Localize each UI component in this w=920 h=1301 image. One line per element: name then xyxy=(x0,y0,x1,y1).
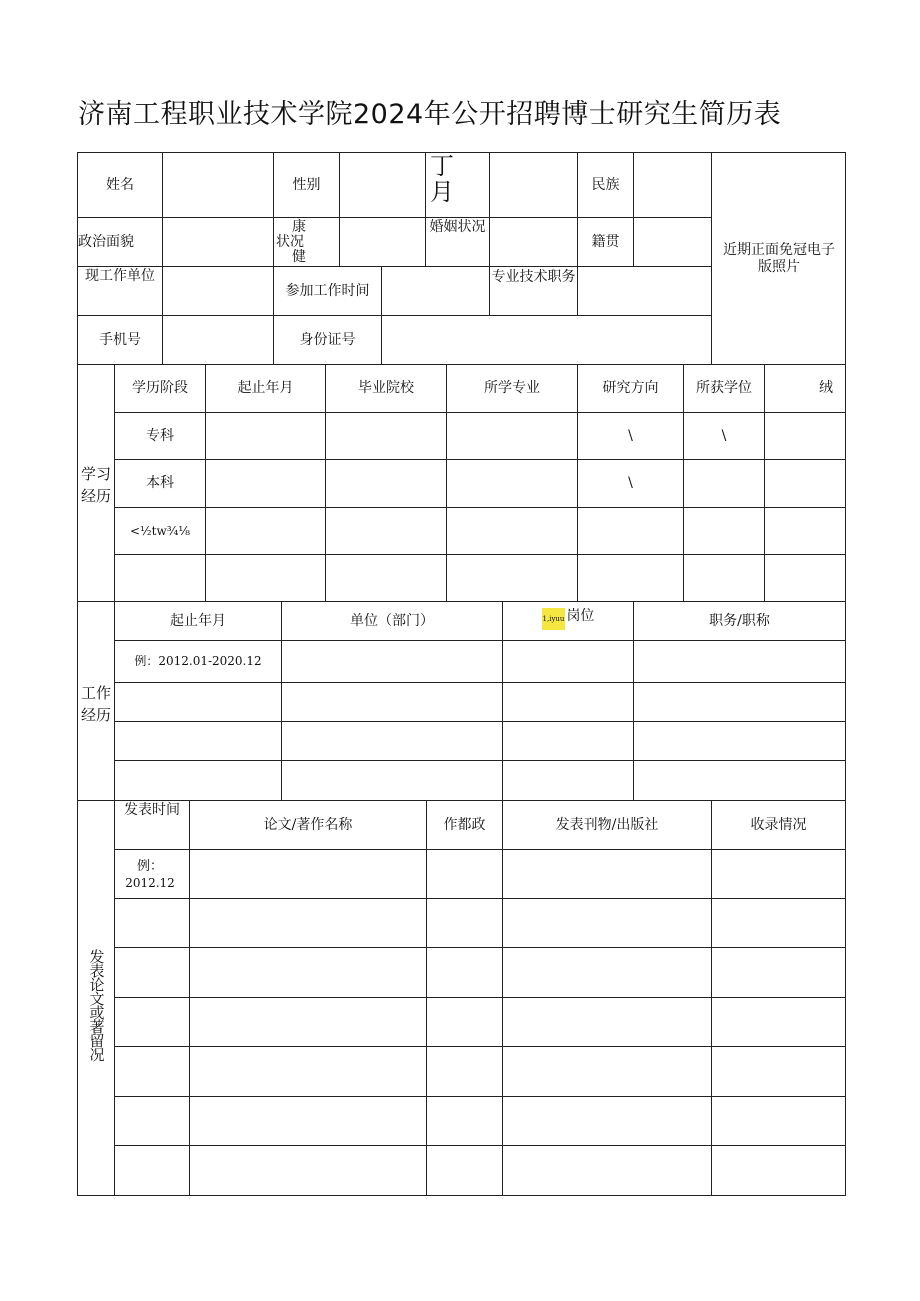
paper-row7-name[interactable] xyxy=(190,1146,426,1195)
paper-row1-journal[interactable] xyxy=(503,850,711,898)
edu-row4-period[interactable] xyxy=(206,555,325,601)
edu-row1-stage: 专科 xyxy=(146,427,174,444)
edu-header-degree: 所获学位 xyxy=(696,380,752,396)
paper-example-date: 2012.12 xyxy=(125,876,175,890)
edu-header-stage: 学历阶段 xyxy=(132,380,188,396)
paper-row2-index[interactable] xyxy=(712,899,845,947)
paper-header-journal: 发表刊物/出版社 xyxy=(555,816,659,833)
edu-row4-degree[interactable] xyxy=(684,555,764,601)
label-title-post: 专业技术职务 xyxy=(491,269,576,285)
mark-glyph xyxy=(426,153,460,209)
field-work-start[interactable] xyxy=(382,267,489,315)
page-title: 济南工程职业技术学院2024年公开招聘博士研究生简历表 xyxy=(78,99,782,130)
paper-row6-name[interactable] xyxy=(190,1097,426,1145)
photo-placeholder[interactable]: 近期正面免冠电子版照片 xyxy=(723,241,835,275)
edu-row2-extra[interactable] xyxy=(765,460,845,507)
mark-bottom: 月 xyxy=(430,178,454,206)
mark-top: 丁 xyxy=(430,152,454,180)
paper-header-author: 作都政 xyxy=(443,816,486,833)
paper-header-name: 论文/著作名称 xyxy=(263,816,353,833)
work-row3-title[interactable] xyxy=(634,722,845,760)
field-id-number[interactable] xyxy=(382,316,711,364)
paper-row5-author[interactable] xyxy=(427,1047,502,1096)
paper-row5-name[interactable] xyxy=(190,1047,426,1096)
paper-row3-date[interactable] xyxy=(115,948,189,997)
work-row2-period[interactable] xyxy=(115,683,281,721)
edu-header-school: 毕业院校 xyxy=(358,380,414,396)
paper-example xyxy=(115,858,185,898)
edu-header-extra: 绒 xyxy=(819,380,833,396)
label-name: 姓名 xyxy=(106,176,134,193)
paper-row1-index[interactable] xyxy=(712,850,845,898)
edu-row2-degree[interactable] xyxy=(684,460,764,507)
paper-row3-journal[interactable] xyxy=(503,948,711,997)
label-id-number: 身份证号 xyxy=(299,331,356,348)
paper-row6-index[interactable] xyxy=(712,1097,845,1145)
field-birth[interactable] xyxy=(490,153,577,217)
paper-row1-name[interactable] xyxy=(190,850,426,898)
edu-row1-period[interactable] xyxy=(206,413,325,459)
work-row2-post[interactable] xyxy=(503,683,633,721)
education-section-label: 学习经历 xyxy=(80,465,111,505)
edu-row4-direction[interactable] xyxy=(578,555,683,601)
paper-row3-index[interactable] xyxy=(712,948,845,997)
paper-row7-journal[interactable] xyxy=(503,1146,711,1195)
paper-row7-author[interactable] xyxy=(427,1146,502,1195)
edu-row4-school[interactable] xyxy=(326,555,446,601)
work-header-post-wrap xyxy=(503,608,633,640)
paper-row4-journal[interactable] xyxy=(503,998,711,1046)
edu-row3-direction[interactable] xyxy=(578,508,683,554)
work-row2-title[interactable] xyxy=(634,683,845,721)
paper-row4-name[interactable] xyxy=(190,998,426,1046)
paper-row2-journal[interactable] xyxy=(503,899,711,947)
edu-row2-stage: 本科 xyxy=(146,475,174,491)
paper-row4-author[interactable] xyxy=(427,998,502,1046)
field-name[interactable] xyxy=(163,153,273,217)
paper-row7-index[interactable] xyxy=(712,1146,845,1195)
paper-row1-author[interactable] xyxy=(427,850,502,898)
paper-header-date: 发表时间 xyxy=(124,802,180,818)
edu-row3-major[interactable] xyxy=(447,508,577,554)
edu-row1-degree[interactable]: \ xyxy=(721,427,727,444)
paper-example-label: 例： xyxy=(136,859,163,874)
paper-row3-author[interactable] xyxy=(427,948,502,997)
edu-row1-school[interactable] xyxy=(326,413,446,459)
label-workplace: 现工作单位 xyxy=(85,268,155,284)
work-header-unit: 单位（部门） xyxy=(350,612,434,629)
work-row4-period[interactable] xyxy=(115,761,281,800)
label-political: 政治面貌 xyxy=(78,233,134,250)
edu-row3-stage: <½tw¾⅛ xyxy=(129,523,191,538)
paper-row6-author[interactable] xyxy=(427,1097,502,1145)
work-header-post: 岗位 xyxy=(566,608,595,624)
frame-bottom xyxy=(77,1195,846,1196)
field-gender[interactable] xyxy=(340,153,425,217)
edu-row2-school[interactable] xyxy=(326,460,446,507)
field-workplace[interactable] xyxy=(163,267,273,315)
edu-row2-direction[interactable]: \ xyxy=(628,475,633,491)
paper-header-index: 收录情况 xyxy=(750,816,807,833)
edu-row3-extra[interactable] xyxy=(765,508,845,554)
work-row3-post[interactable] xyxy=(503,722,633,760)
paper-row3-name[interactable] xyxy=(190,948,426,997)
frame-right xyxy=(845,152,846,1196)
field-ethnicity[interactable] xyxy=(634,153,711,217)
field-health[interactable] xyxy=(340,218,425,266)
label-phone: 手机号 xyxy=(99,331,141,348)
edu-row1-direction[interactable]: \ xyxy=(628,427,633,444)
field-phone[interactable] xyxy=(163,316,273,364)
work-row1-title[interactable] xyxy=(634,641,845,682)
label-origin: 籍贯 xyxy=(591,233,620,250)
work-row3-period[interactable] xyxy=(115,722,281,760)
work-row1-period: 例：2012.01-2020.12 xyxy=(134,654,262,668)
label-health-1: 康 xyxy=(292,219,306,235)
field-origin[interactable] xyxy=(634,218,711,266)
edu-header-direction: 研究方向 xyxy=(602,380,659,396)
edu-row3-period[interactable] xyxy=(206,508,325,554)
paper-row2-date[interactable] xyxy=(115,899,189,947)
paper-row4-index[interactable] xyxy=(712,998,845,1046)
paper-row7-date[interactable] xyxy=(115,1146,189,1195)
edu-row4-major[interactable] xyxy=(447,555,577,601)
label-health-3: 健 xyxy=(292,249,306,265)
work-section-label: 工作经历 xyxy=(80,684,111,724)
work-row1-post[interactable] xyxy=(503,641,633,682)
paper-row4-date[interactable] xyxy=(115,998,189,1046)
edu-row4-stage[interactable] xyxy=(115,555,205,601)
work-row4-unit[interactable] xyxy=(282,761,502,800)
paper-row2-author[interactable] xyxy=(427,899,502,947)
edu-row1-major[interactable] xyxy=(447,413,577,459)
paper-row6-journal[interactable] xyxy=(503,1097,711,1145)
edu-row3-degree[interactable] xyxy=(684,508,764,554)
label-health xyxy=(276,219,339,266)
field-political[interactable] xyxy=(163,218,273,266)
label-ethnicity: 民族 xyxy=(591,176,620,193)
label-health-2: 状况 xyxy=(276,234,304,250)
field-marital[interactable] xyxy=(490,218,577,266)
paper-row5-date[interactable] xyxy=(115,1047,189,1096)
edu-row4-extra[interactable] xyxy=(765,555,845,601)
grid-line xyxy=(711,152,712,364)
paper-row6-date[interactable] xyxy=(115,1097,189,1145)
edu-row2-major[interactable] xyxy=(447,460,577,507)
work-header-period: 起止年月 xyxy=(170,612,226,629)
edu-row3-school[interactable] xyxy=(326,508,446,554)
work-row4-title[interactable] xyxy=(634,761,845,800)
paper-row5-journal[interactable] xyxy=(503,1047,711,1096)
edu-row2-period[interactable] xyxy=(206,460,325,507)
field-title-post[interactable] xyxy=(578,267,711,315)
work-row2-unit[interactable] xyxy=(282,683,502,721)
papers-section-label: 发表论文或著留况 xyxy=(87,949,106,1061)
paper-row2-name[interactable] xyxy=(190,899,426,947)
label-gender: 性别 xyxy=(292,176,321,193)
work-row4-post[interactable] xyxy=(503,761,633,800)
work-header-title: 职务/职称 xyxy=(709,612,770,629)
edu-row1-extra[interactable] xyxy=(765,413,845,459)
work-header-mark: 1,iyuu xyxy=(542,608,566,630)
paper-row5-index[interactable] xyxy=(712,1047,845,1096)
work-row3-unit[interactable] xyxy=(282,722,502,760)
label-marital: 婚姻状况 xyxy=(429,219,486,235)
label-work-start: 参加工作时间 xyxy=(285,282,370,299)
work-row1-unit[interactable] xyxy=(282,641,502,682)
edu-header-major: 所学专业 xyxy=(484,380,540,396)
edu-header-period: 起止年月 xyxy=(237,380,294,396)
